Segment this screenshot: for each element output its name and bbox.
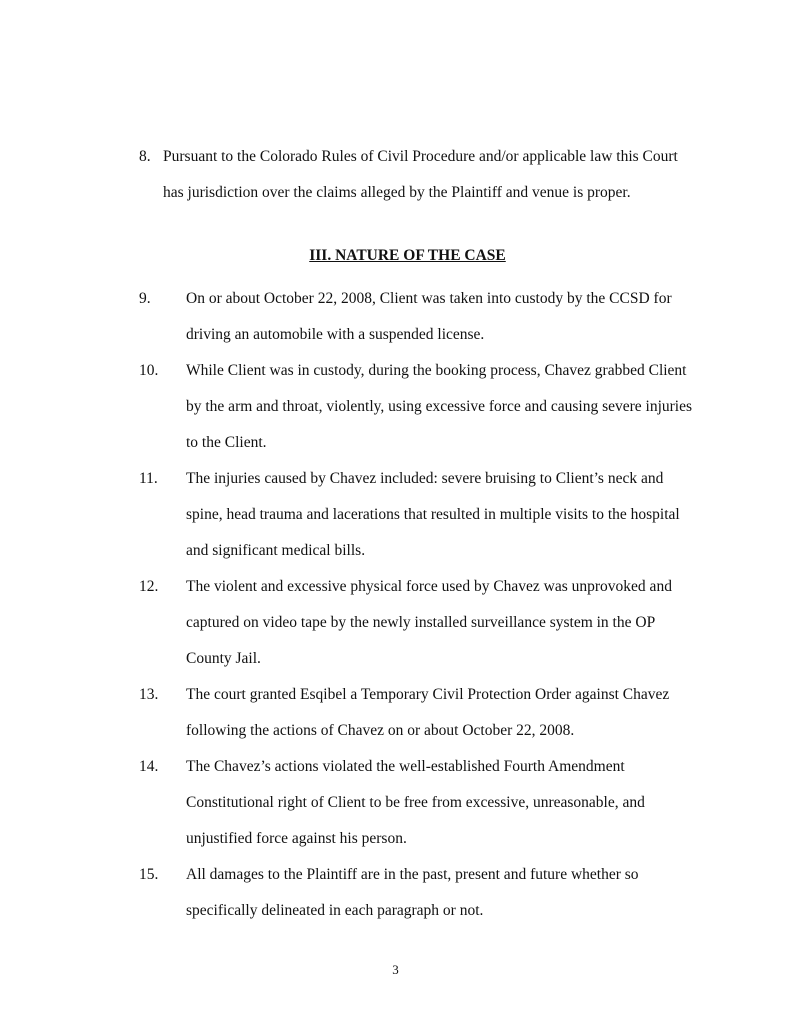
paragraph-text: All damages to the Plaintiff are in the past, present and future whether so specifically delineated in each paragraph or not. — [186, 866, 639, 919]
list-item — [139, 353, 699, 461]
list-item — [139, 749, 699, 857]
page-number: 3 — [392, 962, 399, 977]
paragraph-text: The court granted Esqibel a Temporary Civil Protection Order against Chavez following the actions of Chavez on or about October 22, 2008. — [186, 686, 670, 739]
paragraph-number: 14. — [139, 758, 159, 775]
list-item — [139, 857, 699, 929]
section-heading: III. NATURE OF THE CASE — [309, 247, 506, 264]
list-item — [139, 461, 699, 569]
paragraph-text: On or about October 22, 2008, Client was taken into custody by the CCSD for driving an automobile with a suspended license. — [186, 290, 672, 343]
paragraph-text: While Client was in custody, during the booking process, Chavez grabbed Client by the arm and throat, violently, using excessive force and causing severe injuries to the Client. — [186, 362, 693, 451]
paragraph-8 — [139, 139, 699, 211]
paragraph-text: Pursuant to the Colorado Rules of Civil Procedure and/or applicable law this Court has jurisdiction over the claims alleged by the Plaintiff and venue is proper. — [163, 148, 678, 201]
paragraph-number: 15. — [139, 866, 159, 883]
paragraph-number: 8. — [139, 148, 151, 165]
list-item — [139, 677, 699, 749]
list-item — [139, 281, 699, 353]
paragraph-number: 12. — [139, 578, 159, 595]
paragraph-number: 10. — [139, 362, 159, 379]
paragraph-number: 11. — [139, 470, 158, 487]
paragraph-text: The injuries caused by Chavez included: severe bruising to Client’s neck and spine, head trauma and lacerations that resulted in multiple visits to the hospital and significant medical bills. — [186, 470, 680, 559]
paragraph-number: 13. — [139, 686, 159, 703]
paragraph-text: The violent and excessive physical force used by Chavez was unprovoked and captured on video tape by the newly installed surveillance system in the OP County Jail. — [186, 578, 672, 667]
paragraph-text: The Chavez’s actions violated the well-established Fourth Amendment Constitutional right of Client to be free from excessive, unreasonable, and unjustified force against his person. — [186, 758, 645, 847]
numbered-paragraph-list — [139, 281, 699, 929]
paragraph-number: 9. — [139, 290, 151, 307]
list-item — [139, 569, 699, 677]
